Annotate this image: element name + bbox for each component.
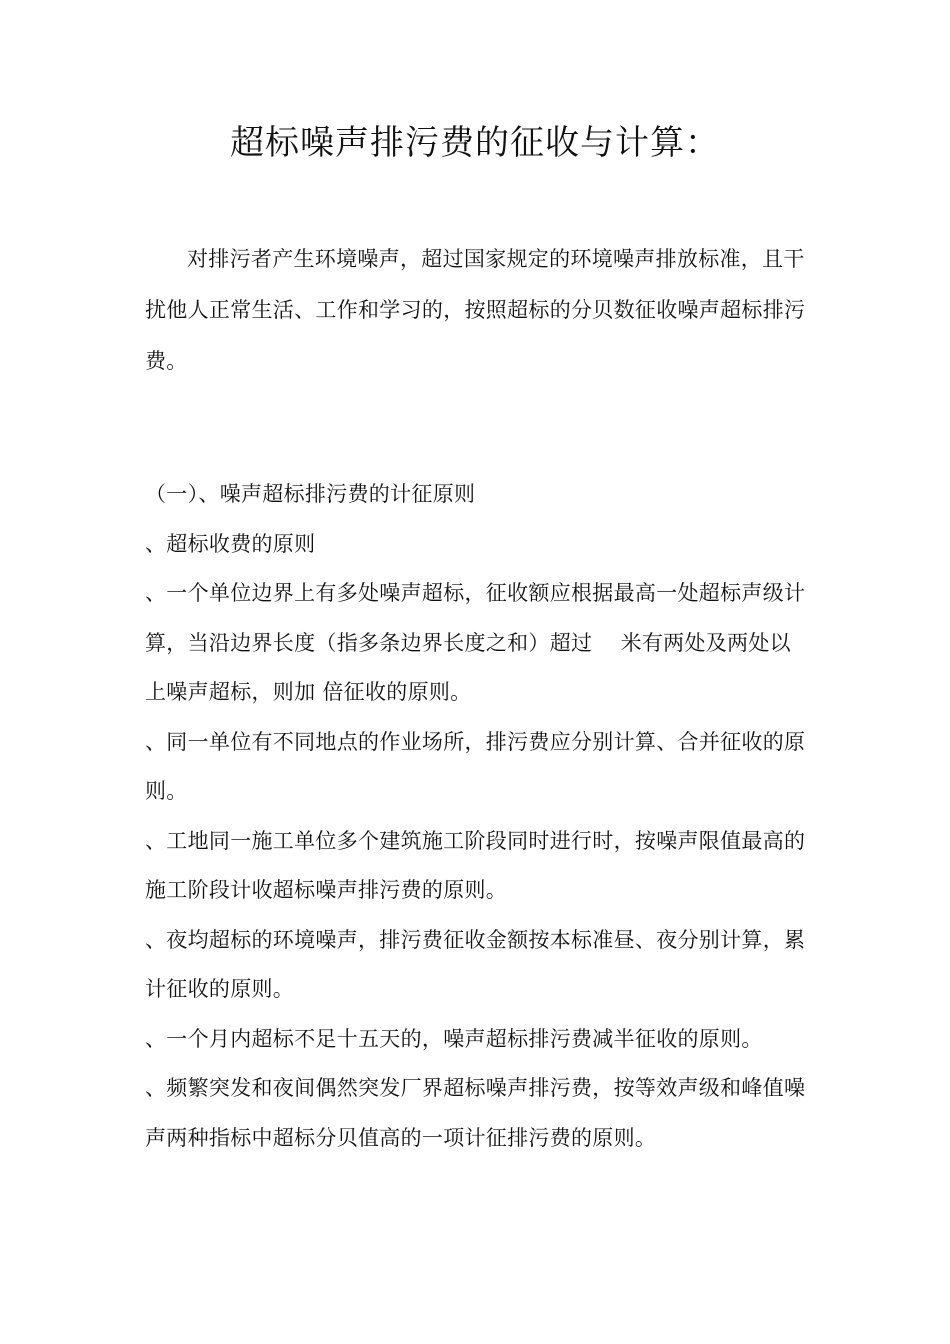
rule-paragraph: 、频繁突发和夜间偶然突发厂界超标噪声排污费，按等效声级和峰值噪声两种指标中超标分贝值高的一项计征排污费的原则。 bbox=[145, 1076, 806, 1150]
rule-paragraph: 、工地同一施工单位多个建筑施工阶段同时进行时，按噪声限值最高的施工阶段计收超标噪声排污费的原则。 bbox=[145, 828, 806, 902]
rule-paragraph: 、一个月内超标不足十五天的，噪声超标排污费减半征收的原则。 bbox=[145, 1026, 763, 1051]
rule-paragraph: 、同一单位有不同地点的作业场所，排污费应分别计算、合并征收的原则。 bbox=[145, 729, 806, 803]
rule-paragraph: 、一个单位边界上有多处噪声超标，征收额应根据最高一处超标声级计算，当沿边界长度（指多条边界长度之和）超过 米有两处及两处以上噪声超标，则加 倍征收的原则。 bbox=[145, 581, 806, 704]
intro-paragraph: 对排污者产生环境噪声，超过国家规定的环境噪声排放标准，且干扰他人正常生活、工作和学习的，按照超标的分贝数征收噪声超标排污费。 bbox=[145, 247, 806, 373]
sub-heading: 、超标收费的原则 bbox=[145, 531, 316, 556]
section-heading: （一）、噪声超标排污费的计征原则 bbox=[145, 482, 476, 506]
rule-paragraph: 、夜均超标的环境噪声，排污费征收金额按本标准昼、夜分别计算，累计征收的原则。 bbox=[145, 927, 806, 1001]
principles-section bbox=[145, 470, 810, 1163]
document-title: 超标噪声排污费的征收与计算： bbox=[230, 123, 720, 163]
